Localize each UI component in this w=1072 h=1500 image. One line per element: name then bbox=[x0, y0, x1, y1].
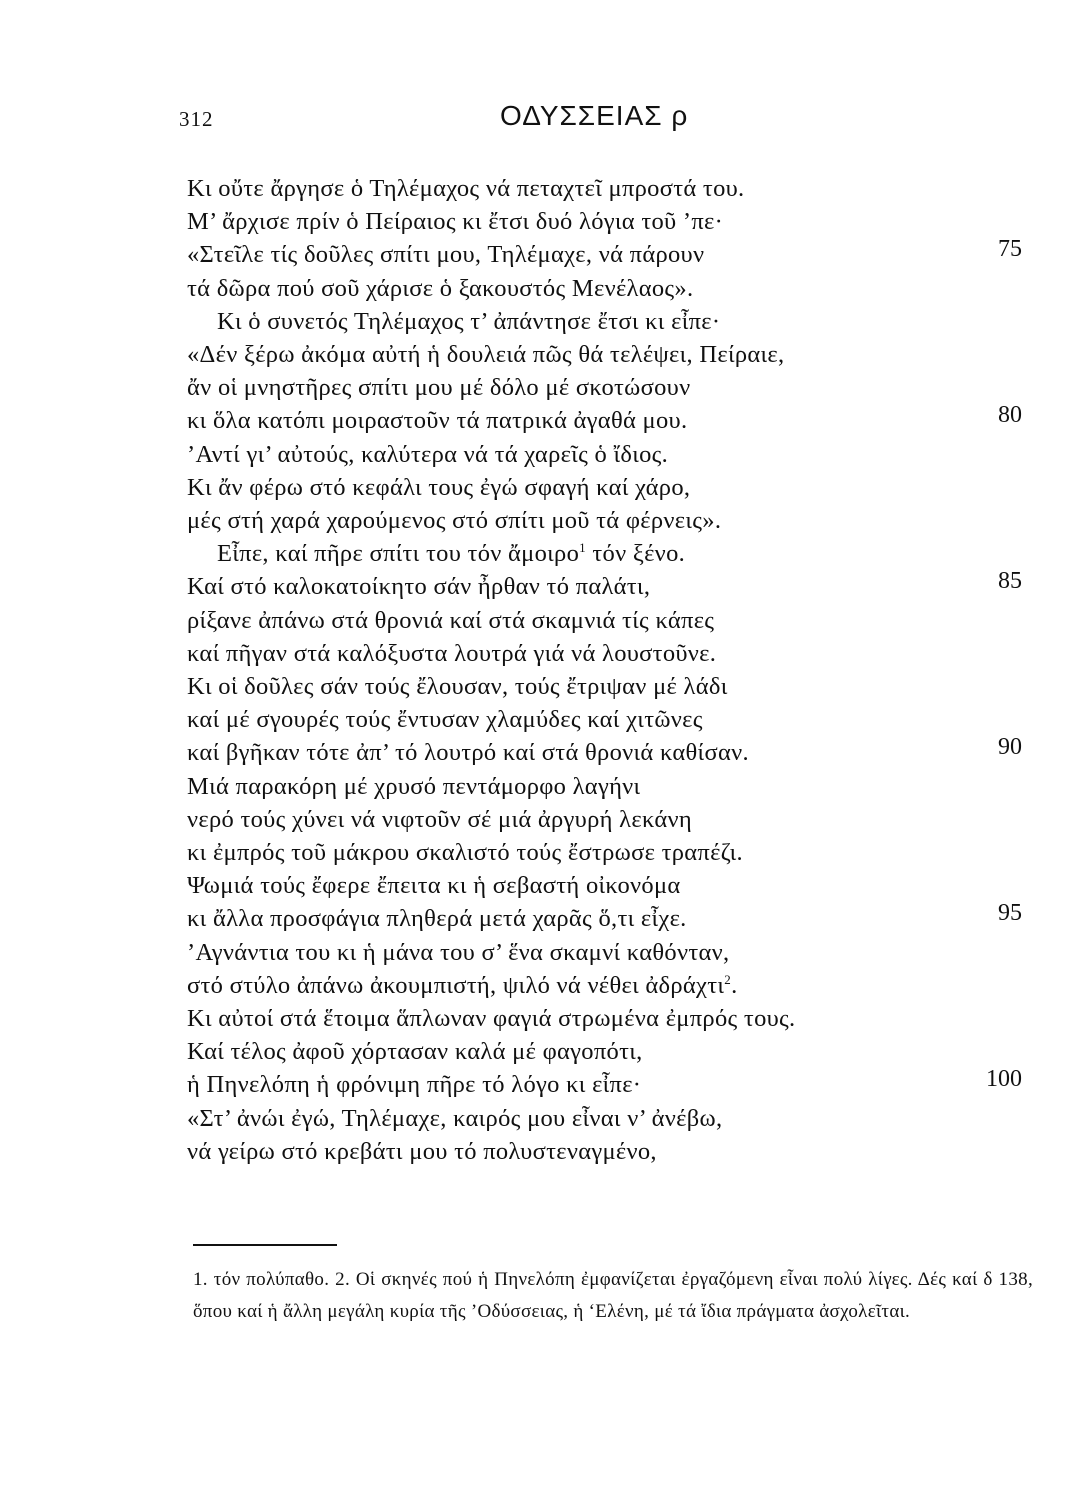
verse-text: Κι οὔτε ἄργησε ὁ Τηλέμαχος νά πεταχτεῖ μπροστά του. bbox=[187, 175, 745, 202]
verse-text: Ψωμιά τούς ἔφερε ἔπειτα κι ἡ σεβαστή οἰκονόμα bbox=[187, 872, 681, 900]
verse-line bbox=[187, 1104, 722, 1134]
verse-line bbox=[187, 639, 716, 669]
verse-line bbox=[187, 938, 729, 968]
verse-text: Κι ἄν φέρω στό κεφάλι τους ἐγώ σφαγή καί χάρο, bbox=[187, 473, 691, 501]
line-number: 75 bbox=[998, 236, 1022, 263]
line-number: 90 bbox=[998, 734, 1022, 761]
footnote-marker: 1 bbox=[579, 540, 586, 556]
verse-text: κι ἐμπρός τοῦ μάκρου σκαλιστό τούς ἔστρωσε τραπέζι. bbox=[187, 839, 743, 866]
verse-line bbox=[187, 240, 704, 270]
verse-text: «Στεῖλε τίς δοῦλες σπίτι μου, Τηλέμαχε, νά πάρουν bbox=[187, 241, 705, 269]
verse-text: ’Αγνάντια του κι ἡ μάνα του σ’ ἕνα σκαμνί καθόνταν, bbox=[187, 938, 730, 966]
verse-line bbox=[187, 738, 749, 768]
verse-line bbox=[187, 971, 738, 1001]
verse-line bbox=[217, 539, 685, 569]
verse-text-continued: . bbox=[731, 971, 738, 999]
verse-text: Κι οἱ δοῦλες σάν τούς ἔλουσαν, τούς ἔτριψαν μέ λάδι bbox=[187, 673, 728, 700]
verse-text: Κι αὐτοί στά ἕτοιμα ἅπλωναν φαγιά στρωμένα ἐμπρός τους. bbox=[187, 1005, 796, 1032]
verse-line bbox=[187, 406, 687, 436]
verse-text: Κι ὁ συνετός Τηλέμαχος τ’ ἀπάντησε ἔτσι κι εἶπε· bbox=[217, 307, 721, 335]
line-number: 95 bbox=[998, 900, 1022, 927]
verse-text: Εἶπε, καί πῆρε σπίτι του τόν ἄμοιρο bbox=[217, 540, 580, 568]
footnote-rule bbox=[193, 1244, 337, 1246]
verse-text: ἄν οἱ μνηστῆρες σπίτι μου μέ δόλο μέ σκοτώσουν bbox=[187, 374, 691, 402]
verse-line bbox=[187, 1070, 641, 1100]
verse-line bbox=[187, 705, 703, 735]
verse-line bbox=[187, 174, 744, 204]
line-number: 80 bbox=[998, 402, 1022, 429]
verse-line bbox=[187, 805, 692, 835]
line-number: 100 bbox=[986, 1066, 1022, 1093]
verse-text: στό στύλο ἀπάνω ἀκουμπιστή, ψιλό νά νέθει ἀδράχτι bbox=[187, 971, 725, 999]
verse-text: ’Αντί γι’ αὐτούς, καλύτερα νά τά χαρεῖς ὁ ἴδιος. bbox=[187, 440, 669, 468]
verse-text: κι ἄλλα προσφάγια πληθερά μετά χαρᾶς ὅ,τι εἶχε. bbox=[187, 905, 687, 933]
verse-line bbox=[187, 340, 784, 370]
verse-line bbox=[187, 904, 687, 934]
verse-line bbox=[187, 207, 723, 237]
verse-line bbox=[187, 274, 693, 304]
page-number: 312 bbox=[179, 107, 214, 131]
verse-line bbox=[187, 373, 690, 403]
verse-text: Καί τέλος ἀφοῦ χόρτασαν καλά μέ φαγοπότι, bbox=[187, 1038, 643, 1066]
verse-text: νά γείρω στό κρεβάτι μου τό πολυστεναγμένο, bbox=[187, 1137, 657, 1165]
verse-line bbox=[187, 1137, 657, 1167]
verse-line bbox=[187, 506, 721, 536]
verse-text: τά δῶρα πού σοῦ χάρισε ὁ ξακουστός Μενέλαος». bbox=[187, 274, 694, 302]
running-title: ΟΔΥΣΣΕΙΑΣ ρ bbox=[500, 100, 689, 131]
verse-line bbox=[187, 606, 714, 636]
verse-line bbox=[217, 307, 720, 337]
verse-line bbox=[187, 871, 681, 901]
verse-text: ρίξανε ἀπάνω στά θρονιά καί στά σκαμνιά τίς κάπες bbox=[187, 606, 715, 634]
verse-line bbox=[187, 672, 728, 702]
verse-line bbox=[187, 572, 650, 602]
verse-text: Καί στό καλοκατοίκητο σάν ἦρθαν τό παλάτι, bbox=[187, 573, 651, 601]
verse-text: κι ὅλα κατόπι μοιραστοῦν τά πατρικά ἀγαθά μου. bbox=[187, 407, 688, 435]
verse-line bbox=[187, 1037, 643, 1067]
verse-text: Μιά παρακόρη μέ χρυσό πεντάμορφο λαγήνι bbox=[187, 772, 641, 800]
verse-line bbox=[187, 473, 690, 503]
verse-text: Μ’ ἄρχισε πρίν ὁ Πείραιος κι ἔτσι δυό λόγια τοῦ ’πε· bbox=[187, 208, 724, 236]
verse-text: μές στή χαρά χαρούμενος στό σπίτι μοῦ τά φέρνεις». bbox=[187, 507, 722, 534]
verse-text: καί βγῆκαν τότε ἀπ’ τό λουτρό καί στά θρονιά καθίσαν. bbox=[187, 739, 749, 767]
verse-line bbox=[187, 440, 668, 470]
verse-line bbox=[187, 838, 743, 868]
line-number: 85 bbox=[998, 568, 1022, 595]
verse-text: «Στ’ ἀνώι ἐγώ, Τηλέμαχε, καιρός μου εἶναι ν’ ἀνέβω, bbox=[187, 1104, 723, 1132]
verse-text: νερό τούς χύνει νά νιφτοῦν σέ μιά ἀργυρή λεκάνη bbox=[187, 805, 692, 833]
verse-text-continued: τόν ξένο. bbox=[585, 540, 686, 568]
verse-text: καί μέ σγουρές τούς ἔντυσαν χλαμύδες καί χιτῶνες bbox=[187, 706, 703, 734]
verse-line bbox=[187, 1004, 795, 1034]
footnote-marker: 2 bbox=[724, 971, 732, 987]
verse-line bbox=[187, 772, 640, 802]
verse-text: ἡ Πηνελόπη ἡ φρόνιμη πῆρε τό λόγο κι εἶπε· bbox=[187, 1071, 642, 1099]
verse-text: «Δέν ξέρω ἀκόμα αὐτή ἡ δουλειά πῶς θά τελέψει, Πείραιε, bbox=[187, 341, 785, 368]
verse-text: καί πῆγαν στά καλόξυστα λουτρά γιά νά λουστοῦνε. bbox=[187, 639, 717, 667]
footnotes: 1. τόν πολύπαθο. 2. Οἱ σκηνές πού ἡ Πηνελόπη ἐμφανίζεται ἐργαζόμενη εἶναι πολύ λίγες. Δές καί δ 138, ὅπου καί ἡ ἄλλη μεγάλη κυρία τῆς ’Οδύσσειας, ἡ ‘Ελένη, μέ τά ἴδια πράγματα ἀσχολεῖται. bbox=[193, 1269, 1033, 1322]
